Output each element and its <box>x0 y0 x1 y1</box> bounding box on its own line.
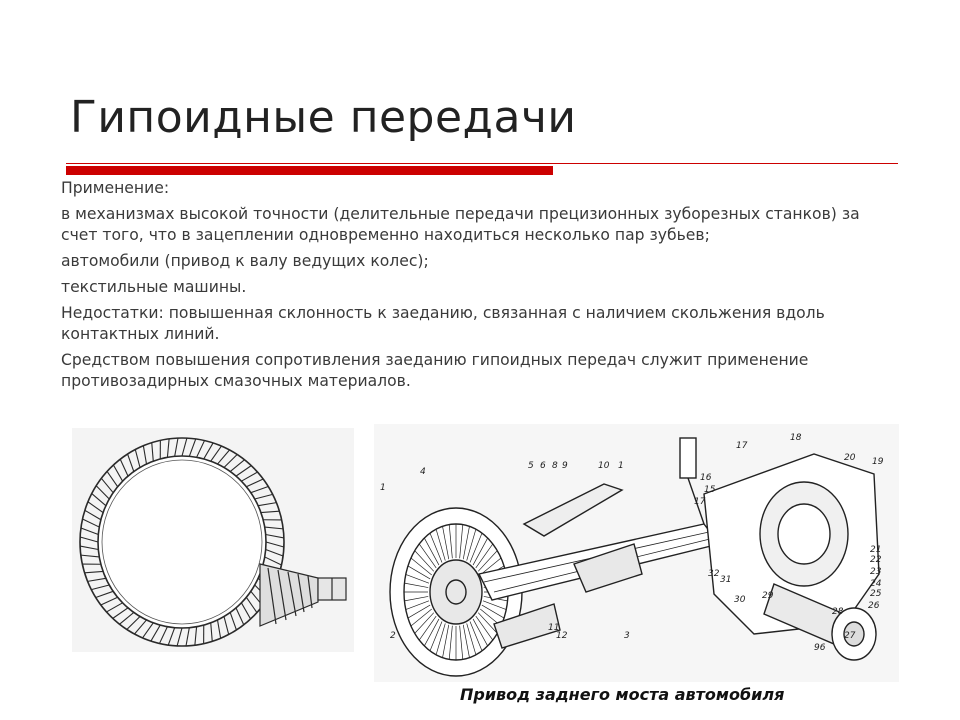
svg-text:28: 28 <box>832 607 844 617</box>
svg-text:20: 20 <box>844 453 856 463</box>
svg-text:23: 23 <box>870 567 882 577</box>
rear-axle-cutaway-drawing <box>374 424 899 682</box>
title-underline-thick <box>66 166 553 175</box>
svg-text:10: 10 <box>598 461 610 471</box>
paragraph-disadvantages: Недостатки: повышенная склонность к заеданию, связанная с наличием скольжения вдоль контактных линий. <box>61 304 825 343</box>
svg-text:5: 5 <box>528 461 534 471</box>
svg-text:17: 17 <box>736 441 748 451</box>
figure-caption: Привод заднего моста автомобиля <box>460 685 785 704</box>
svg-text:3: 3 <box>624 631 630 641</box>
svg-text:18: 18 <box>790 433 802 443</box>
svg-text:2: 2 <box>390 631 396 641</box>
svg-text:24: 24 <box>870 579 882 589</box>
slide-body <box>61 178 901 397</box>
svg-text:22: 22 <box>870 555 882 565</box>
svg-text:15: 15 <box>704 485 716 495</box>
svg-text:17: 17 <box>694 497 706 507</box>
title-underline-thin <box>66 163 898 164</box>
svg-text:26: 26 <box>868 601 880 611</box>
paragraph-automobiles: автомобили (привод к валу ведущих колес); <box>61 252 429 270</box>
svg-text:96: 96 <box>814 643 826 653</box>
svg-text:6: 6 <box>540 461 546 471</box>
svg-text:27: 27 <box>844 631 856 641</box>
svg-text:9: 9 <box>562 461 568 471</box>
svg-text:4: 4 <box>420 467 426 477</box>
svg-text:8: 8 <box>552 461 558 471</box>
paragraph-lubricants: Средством повышения сопротивления заеданию гипоидных передач служит применение противозадирных смазочных материалов. <box>61 351 809 390</box>
svg-text:11: 11 <box>548 623 560 633</box>
svg-text:32: 32 <box>708 569 720 579</box>
paragraph-application-heading: Применение: <box>61 179 170 197</box>
svg-text:19: 19 <box>872 457 884 467</box>
svg-text:29: 29 <box>762 591 774 601</box>
hypoid-gear-drawing <box>72 428 354 652</box>
svg-text:12: 12 <box>556 631 568 641</box>
svg-text:25: 25 <box>870 589 882 599</box>
svg-text:1: 1 <box>380 483 386 493</box>
svg-text:31: 31 <box>720 575 732 585</box>
svg-text:21: 21 <box>870 545 882 555</box>
svg-text:16: 16 <box>700 473 712 483</box>
paragraph-textile-machines: текстильные машины. <box>61 278 247 296</box>
paragraph-precision-mechanisms: в механизмах высокой точности (делительные передачи прецизионных зуборезных станков) за счет того, что в зацеплении одновременно находиться несколько пар зубьев; <box>61 205 860 244</box>
svg-text:30: 30 <box>734 595 746 605</box>
svg-text:1: 1 <box>618 461 624 471</box>
slide-title: Гипоидные передачи <box>70 92 577 143</box>
